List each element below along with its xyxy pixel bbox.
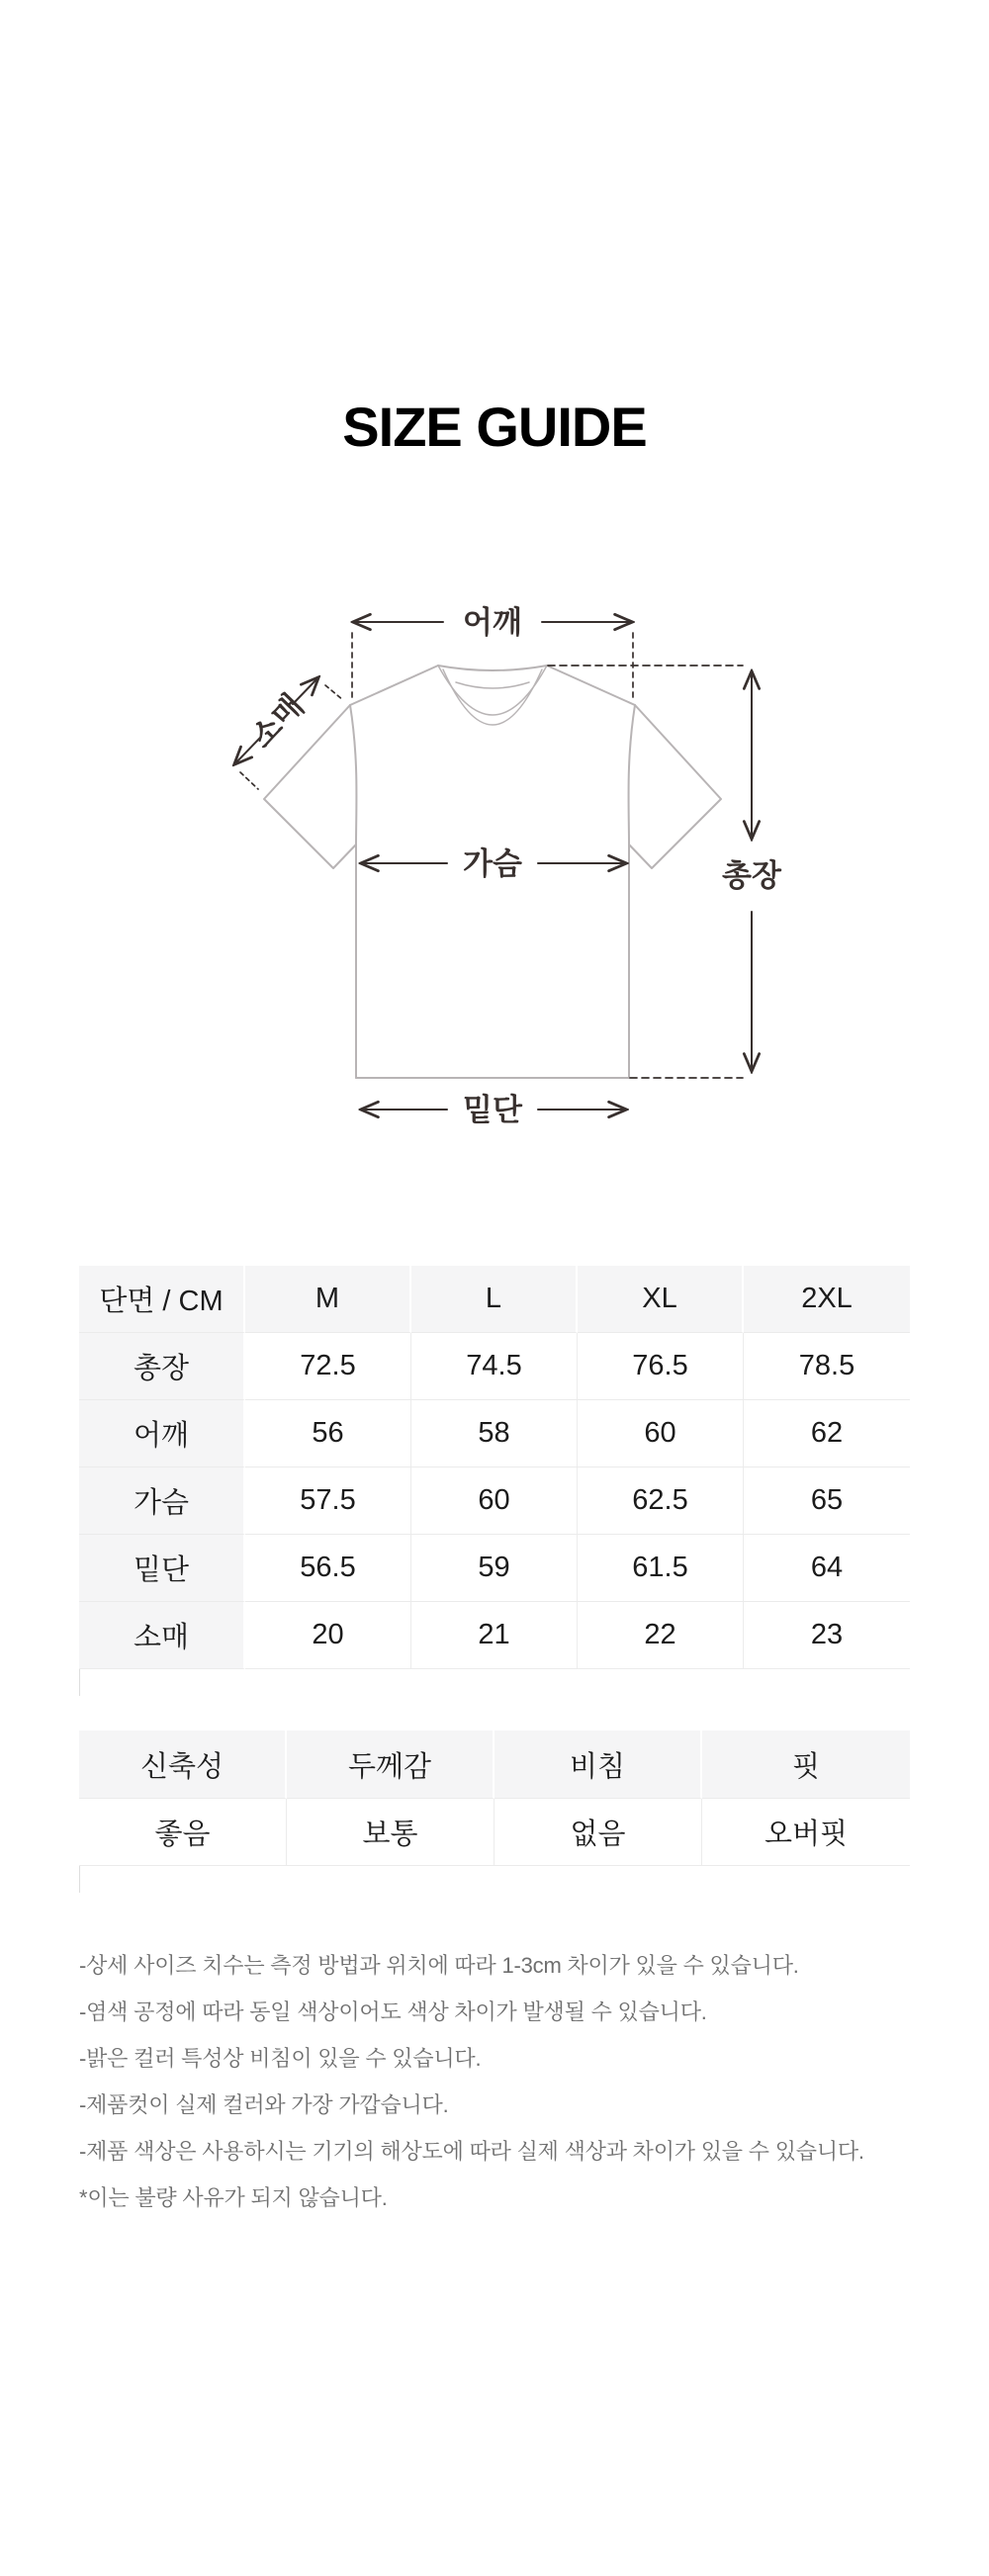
note-line: -제품컷이 실제 컬러와 가장 가깝습니다.	[79, 2092, 449, 2117]
page-title: SIZE GUIDE	[342, 396, 647, 458]
note-line: -염색 공정에 따라 동일 색상이어도 색상 차이가 발생될 수 있습니다.	[79, 1999, 707, 2024]
size-col-header: XL	[578, 1266, 744, 1333]
size-cell: 64	[744, 1535, 910, 1602]
note-line: -밝은 컬러 특성상 비침이 있을 수 있습니다.	[79, 2046, 482, 2071]
right-shoulder-line	[547, 666, 635, 705]
size-cell: 60	[411, 1467, 578, 1535]
back-neck-line	[456, 682, 529, 688]
info-table-left-edge	[79, 1866, 86, 1893]
diagram-labels	[244, 605, 782, 1127]
hem-label: 밑단	[463, 1093, 522, 1127]
size-cell: 21	[411, 1602, 578, 1669]
tshirt-diagram-svg	[138, 583, 870, 1157]
size-cell: 65	[744, 1467, 910, 1535]
info-col-header: 두께감	[287, 1731, 494, 1799]
sleeve-guide-upper	[325, 685, 343, 700]
size-col-header: 단면 / CM	[79, 1266, 245, 1333]
size-row-label: 가슴	[79, 1467, 245, 1535]
size-col-header: M	[245, 1266, 411, 1333]
info-cell: 없음	[494, 1799, 702, 1866]
collar-outer-arc	[438, 666, 547, 715]
sleeve-label: 소매	[243, 687, 311, 755]
table-row	[79, 1400, 910, 1467]
size-cell: 20	[245, 1602, 411, 1669]
collar-top-line	[438, 666, 547, 670]
fabric-info-table	[79, 1731, 910, 1866]
size-col-header: L	[411, 1266, 578, 1333]
size-cell: 57.5	[245, 1467, 411, 1535]
info-cell: 좋음	[79, 1799, 287, 1866]
size-cell: 62	[744, 1400, 910, 1467]
size-table	[79, 1266, 910, 1669]
table-row	[79, 1333, 910, 1400]
tshirt-measurement-diagram	[138, 583, 870, 1157]
size-cell: 58	[411, 1400, 578, 1467]
size-table-header-row	[79, 1266, 910, 1333]
right-sleeve	[629, 705, 721, 868]
length-label: 총장	[722, 858, 781, 893]
size-col-header: 2XL	[744, 1266, 910, 1333]
size-cell: 23	[744, 1602, 910, 1669]
size-cell: 60	[578, 1400, 744, 1467]
size-row-label: 총장	[79, 1333, 245, 1400]
size-cell: 74.5	[411, 1333, 578, 1400]
size-row-label: 어깨	[79, 1400, 245, 1467]
note-line: -제품 색상은 사용하시는 기기의 해상도에 따라 실제 색상과 차이가 있을 수 있습니다.	[79, 2139, 864, 2164]
size-cell: 62.5	[578, 1467, 744, 1535]
size-row-label: 소매	[79, 1602, 245, 1669]
size-cell: 56	[245, 1400, 411, 1467]
info-cell: 보통	[287, 1799, 494, 1866]
collar-inner-arc	[443, 669, 542, 725]
info-table-header-row	[79, 1731, 910, 1799]
size-row-label: 밑단	[79, 1535, 245, 1602]
table-row	[79, 1799, 910, 1866]
size-table-left-edge	[79, 1669, 86, 1696]
table-row	[79, 1602, 910, 1669]
size-cell: 72.5	[245, 1333, 411, 1400]
left-body-edge	[350, 705, 356, 1078]
info-col-header: 신축성	[79, 1731, 287, 1799]
info-col-header: 핏	[702, 1731, 910, 1799]
right-body-edge	[629, 705, 635, 1078]
sleeve-guide-lower	[240, 772, 258, 789]
note-line: *이는 불량 사유가 되지 않습니다.	[79, 2185, 388, 2210]
size-cell: 78.5	[744, 1333, 910, 1400]
table-row	[79, 1467, 910, 1535]
info-cell: 오버핏	[702, 1799, 910, 1866]
table-row	[79, 1535, 910, 1602]
collar-detail	[438, 666, 547, 725]
left-shoulder-line	[350, 666, 438, 705]
size-cell: 56.5	[245, 1535, 411, 1602]
size-cell: 22	[578, 1602, 744, 1669]
notes-block	[79, 1942, 949, 2221]
size-cell: 61.5	[578, 1535, 744, 1602]
chest-label: 가슴	[463, 846, 522, 881]
size-cell: 76.5	[578, 1333, 744, 1400]
note-line: -상세 사이즈 치수는 측정 방법과 위치에 따라 1-3cm 차이가 있을 수 있습니다.	[79, 1953, 799, 1978]
shoulder-label: 어깨	[463, 605, 522, 640]
info-col-header: 비침	[494, 1731, 702, 1799]
size-cell: 59	[411, 1535, 578, 1602]
